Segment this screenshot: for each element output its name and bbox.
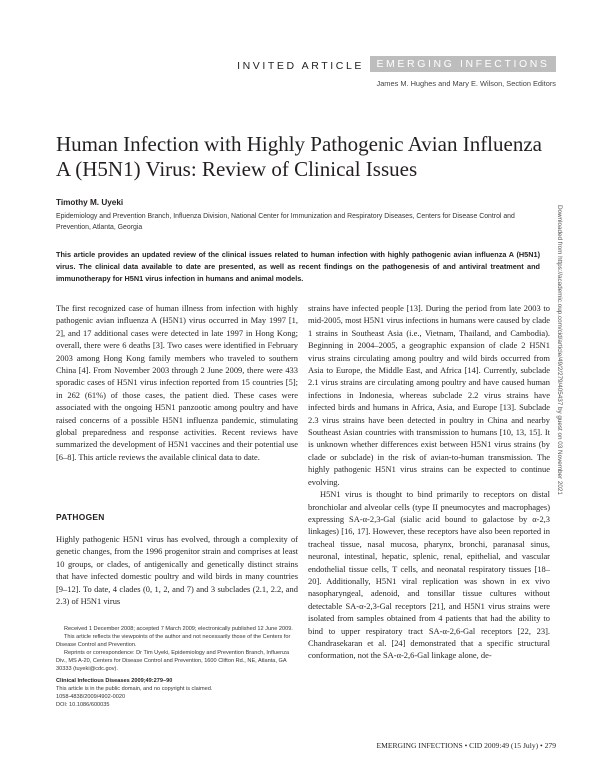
footnote-citation: 2009;49:279–90 bbox=[131, 677, 173, 684]
article-title: Human Infection with Highly Pathogenic Avian Influenza A (H5N1) Virus: Review of Clinical Issues bbox=[56, 132, 542, 181]
footnote-received: Received 1 December 2008; accepted 7 March 2009; electronically published 12 June 2009. bbox=[64, 626, 293, 632]
left-column-intro bbox=[56, 302, 298, 463]
section-editors: James M. Hughes and Mary E. Wilson, Section Editors bbox=[376, 79, 556, 88]
footnote-journal: Clinical Infectious Diseases bbox=[56, 677, 130, 684]
abstract: This article provides an updated review of the clinical issues related to human infection with highly pathogenic avian influenza A (H5N1) virus. The clinical data available to date are presented, as well as recent findings on the pathogenesis of and antiviral treatment and immunotherapy for H5N1 virus infection in humans and animal models. bbox=[56, 250, 540, 283]
section-banner-text: EMERGING INFECTIONS bbox=[376, 58, 550, 70]
footnote-disclaimer: This article reflects the viewpoints of the author and not necessarily those of the Centers for Disease Control and Prevention. bbox=[56, 634, 291, 649]
download-watermark-text: Downloaded from https://academic.oup.com/cid/article/49/2/279/405437 by guest on 03 November 2021 bbox=[556, 205, 563, 495]
intro-paragraph: The first recognized case of human illness from infection with highly pathogenic avian influenza A (H5N1) virus occurred in May 1997 [1, 2], and 17 additional cases were detected in late 1997 in Hong Kong; overall, there were 6 deaths [3]. Two cases were identified in February 2003 among Hong Kong family members who traveled to southern China [4]. From November 2003 through 2 June 2009, there were 433 sporadic cases of H5N1 virus infection reported from 15 countries [5]; in 262 (61%) of those cases, the patient died. These cases were associated with the ongoing H5N1 panzootic among poultry and have raised concerns of a possible H5N1 influenza pandemic, stimulating global preparedness and response activities. Recent reviews have summarized the development of H5N1 vaccines and their potential use [6–8]. This article reviews the available clinical data to date. bbox=[56, 303, 298, 462]
section-heading-pathogen: PATHOGEN bbox=[56, 512, 105, 522]
article-type-label: INVITED ARTICLE bbox=[237, 60, 364, 72]
clades-paragraph: strains have infected people [13]. During the period from late 2003 to mid-2005, most H5N1 virus infections in humans were caused by clade 1 strains in Southeast Asia (i.e., Vietnam, Thailand, and Cambodia). Beginning in 2004–2005, a geographic expansion of clade 2 H5N1 virus strains circulating among poultry and wild birds occurred from Asia to Europe, the Middle East, and Africa [14]. Currently, subclade 2.1 virus strains are circulating among poultry and have caused human infections in Indonesia, whereas subclade 2.2 virus strains have infected birds and humans in Africa, Asia, and Europe [13]. Subclade 2.3 virus strains have been detected in poultry in China and nearby Southeast Asian countries with transmission to humans [10, 13, 15]. It is unknown whether differences exist between H5N1 virus strains (by clade or subclade) in the risk of avian-to-human transmission. The highly pathogenic H5N1 virus strains can be expected to continue evolving. bbox=[308, 303, 550, 487]
page-footer: EMERGING INFECTIONS • CID 2009:49 (15 July) • 279 bbox=[376, 741, 556, 750]
footnote-reprints: Reprints or correspondence: Dr Tim Uyeki, Epidemiology and Prevention Branch, Influenza Div., MS A-20, Centers for Disease Control and Prevention, 1600 Clifton Rd., NE, Atlanta, GA 30333 (tuyeki@cdc.gov). bbox=[56, 650, 290, 673]
download-watermark bbox=[551, 205, 563, 605]
footnotes bbox=[56, 625, 298, 709]
receptor-paragraph: H5N1 virus is thought to bind primarily to receptors on distal bronchiolar and alveolar cells (type II pneumocytes and macrophages) expressing SA-α-2,3-Gal (sialic acid bound to galactose by α-2,3 linkages) [16, 17]. However, these receptors have also been reported in tracheal tissue, nasal mucosa, pharynx, bronchi, paranasal sinus, neuronal, intestinal, hepatic, splenic, renal, epithelial, and vascular endothelial tissue cells, T cells, and neonatal respiratory tissues [18–20]. Additionally, H5N1 viral replication was shown in ex vivo nasopharyngeal, adenoid, and tonsillar tissue cultures without detectable SA-α-2,3-Gal receptors [21], and H5N1 virus strains were isolated from samples obtained from 4 patients that had the ability to bind to upper respiratory tract SA-α-2,6-Gal receptors [22, 23]. Chandrasekaran et al. [24] demonstrated that a specific structural conformation, not the SA-α-2,6-Gal linkage alone, de- bbox=[308, 489, 550, 661]
footnote-doi: DOI: 10.1086/600035 bbox=[56, 701, 110, 708]
pathogen-paragraph: Highly pathogenic H5N1 virus has evolved, through a complexity of genetic changes, from the 1996 progenitor strain and comprises at least 10 groups, or clades, of antigenically and genetically distinct strains that have infected domestic poultry and wild birds in many countries [9–12]. To date, 4 clades (0, 1, 2, and 7) and 3 subclades (2.1, 2.2, and 2.3) of H5N1 virus bbox=[56, 534, 298, 607]
footnote-public-domain: This article is in the public domain, and no copyright is claimed. bbox=[56, 685, 213, 692]
footnote-issn: 1058-4838/2009/4902-0020 bbox=[56, 693, 126, 700]
right-column bbox=[308, 302, 550, 662]
footnote-journal-line bbox=[56, 677, 298, 685]
left-column-pathogen bbox=[56, 533, 298, 607]
section-banner bbox=[370, 56, 556, 72]
author-name: Timothy M. Uyeki bbox=[56, 198, 124, 207]
author-affiliation: Epidemiology and Prevention Branch, Influenza Division, National Center for Immunization and Respiratory Diseases, Centers for Disease Control and Prevention, Atlanta, Georgia bbox=[56, 213, 515, 231]
